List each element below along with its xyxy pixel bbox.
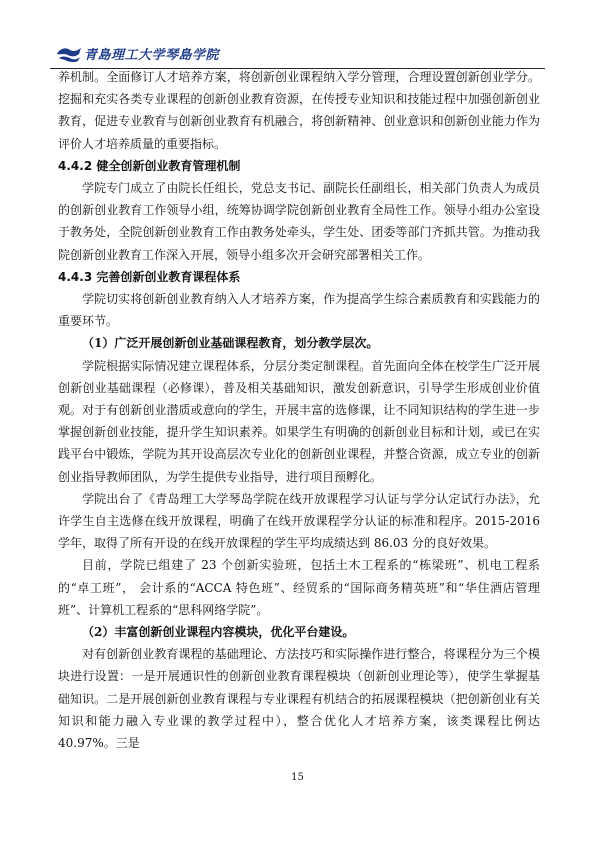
- paragraph-management-mechanism: 学院专门成立了由院长任组长，党总支书记、副院长任副组长，相关部门负责人为成员的创新创业教育工作领导小组，统筹协调学院创新创业教育全局性工作。领导小组办公室设于教务处，全院创新创业教育工作由教务处牵头，学生处、团委等部门齐抓共管。为推动我院创新创业教育工作深入开展，领导小组多次开会研究部署相关工作。: [58, 181, 540, 262]
- section-heading-4-4-3: 4.4.3 完善创新创业教育课程体系: [58, 269, 241, 284]
- paragraph-curriculum-intro: 学院切实将创新创业教育纳入人才培养方案，作为提高学生综合素质教育和实践能力的重要环节。: [58, 292, 540, 329]
- subheading-course-modules: （2）丰富创新创业课程内容模块，优化平台建设。: [82, 625, 355, 640]
- page-header: [50, 40, 545, 69]
- paragraph-online-courses: 学院出台了《青岛理工大学琴岛学院在线开放课程学习认证与学分认定试行办法》，允许学生自主选修在线开放课程，明确了在线开放课程学分认证的标准和程序。2015-2016 学年，取得了所有开设的在线开放课程的学生平均成绩达到 86.03 分的良好效果。: [58, 491, 540, 551]
- paragraph-continuation: 养机制。全面修订人才培养方案，将创新创业课程纳入学分管理，合理设置创新创业学分。挖掘和充实各类专业课程的创新创业教育资源，在传授专业知识和技能过程中加强创新创业教育，促进专业教育与创新创业教育有机融合，将创新精神、创业意识和创新创业能力作为评价人才培养质量的重要指标。: [58, 70, 540, 151]
- paragraph-course-system: 学院根据实际情况建立课程体系，分层分类定制课程。首先面向全体在校学生广泛开展创新创业基础课程（必修课），普及相关基础知识，激发创新意识，引导学生形成创业价值观。对于有创新创业潜质或意向的学生，开展丰富的选修课，让不同知识结构的学生进一步掌握创新创业技能，提升学生知识素养。如果学生有明确的创新创业目标和计划，或已在实践平台中锻炼，学院为其开设高层次专业化的创新创业课程，并整合资源，成立专业的创新创业指导教师团队，为学生提供专业指导，进行项目预孵化。: [58, 358, 540, 484]
- section-heading-4-4-2: 4.4.2 健全创新创业教育管理机制: [58, 158, 241, 173]
- page-number: 15: [291, 772, 304, 783]
- school-emblem-icon: [56, 45, 82, 63]
- subheading-basic-courses: （1）广泛开展创新创业基础课程教育，划分教学层次。: [82, 336, 379, 351]
- logo-text: 青島理工大学琴島学院: [84, 48, 220, 63]
- paragraph-innovation-classes: 目前，学院已组建了 23 个创新实验班，包括土木工程系的“栋梁班”、机电工程系的“卓工班”， 会计系的“ACCA 特色班”、经贸系的“国际商务精英班”和“华住酒店管理班”、计算机工程系的“思科网络学院”。: [58, 558, 540, 617]
- paragraph-three-modules: 对有创新创业教育课程的基础理论、方法技巧和实际操作进行整合，将课程分为三个模块进行设置：一是开展通识性的创新创业教育课程模块（创新创业理论等），使学生掌握基础知识。二是开展创新创业教育课程与专业课程有机结合的拓展课程模块（把创新创业有关知识和能力融入专业课的教学过程中），整合优化人才培养方案，该类课程比例达 40.97%。三是: [58, 647, 540, 751]
- document-body: [58, 66, 540, 754]
- university-logo: [56, 44, 219, 63]
